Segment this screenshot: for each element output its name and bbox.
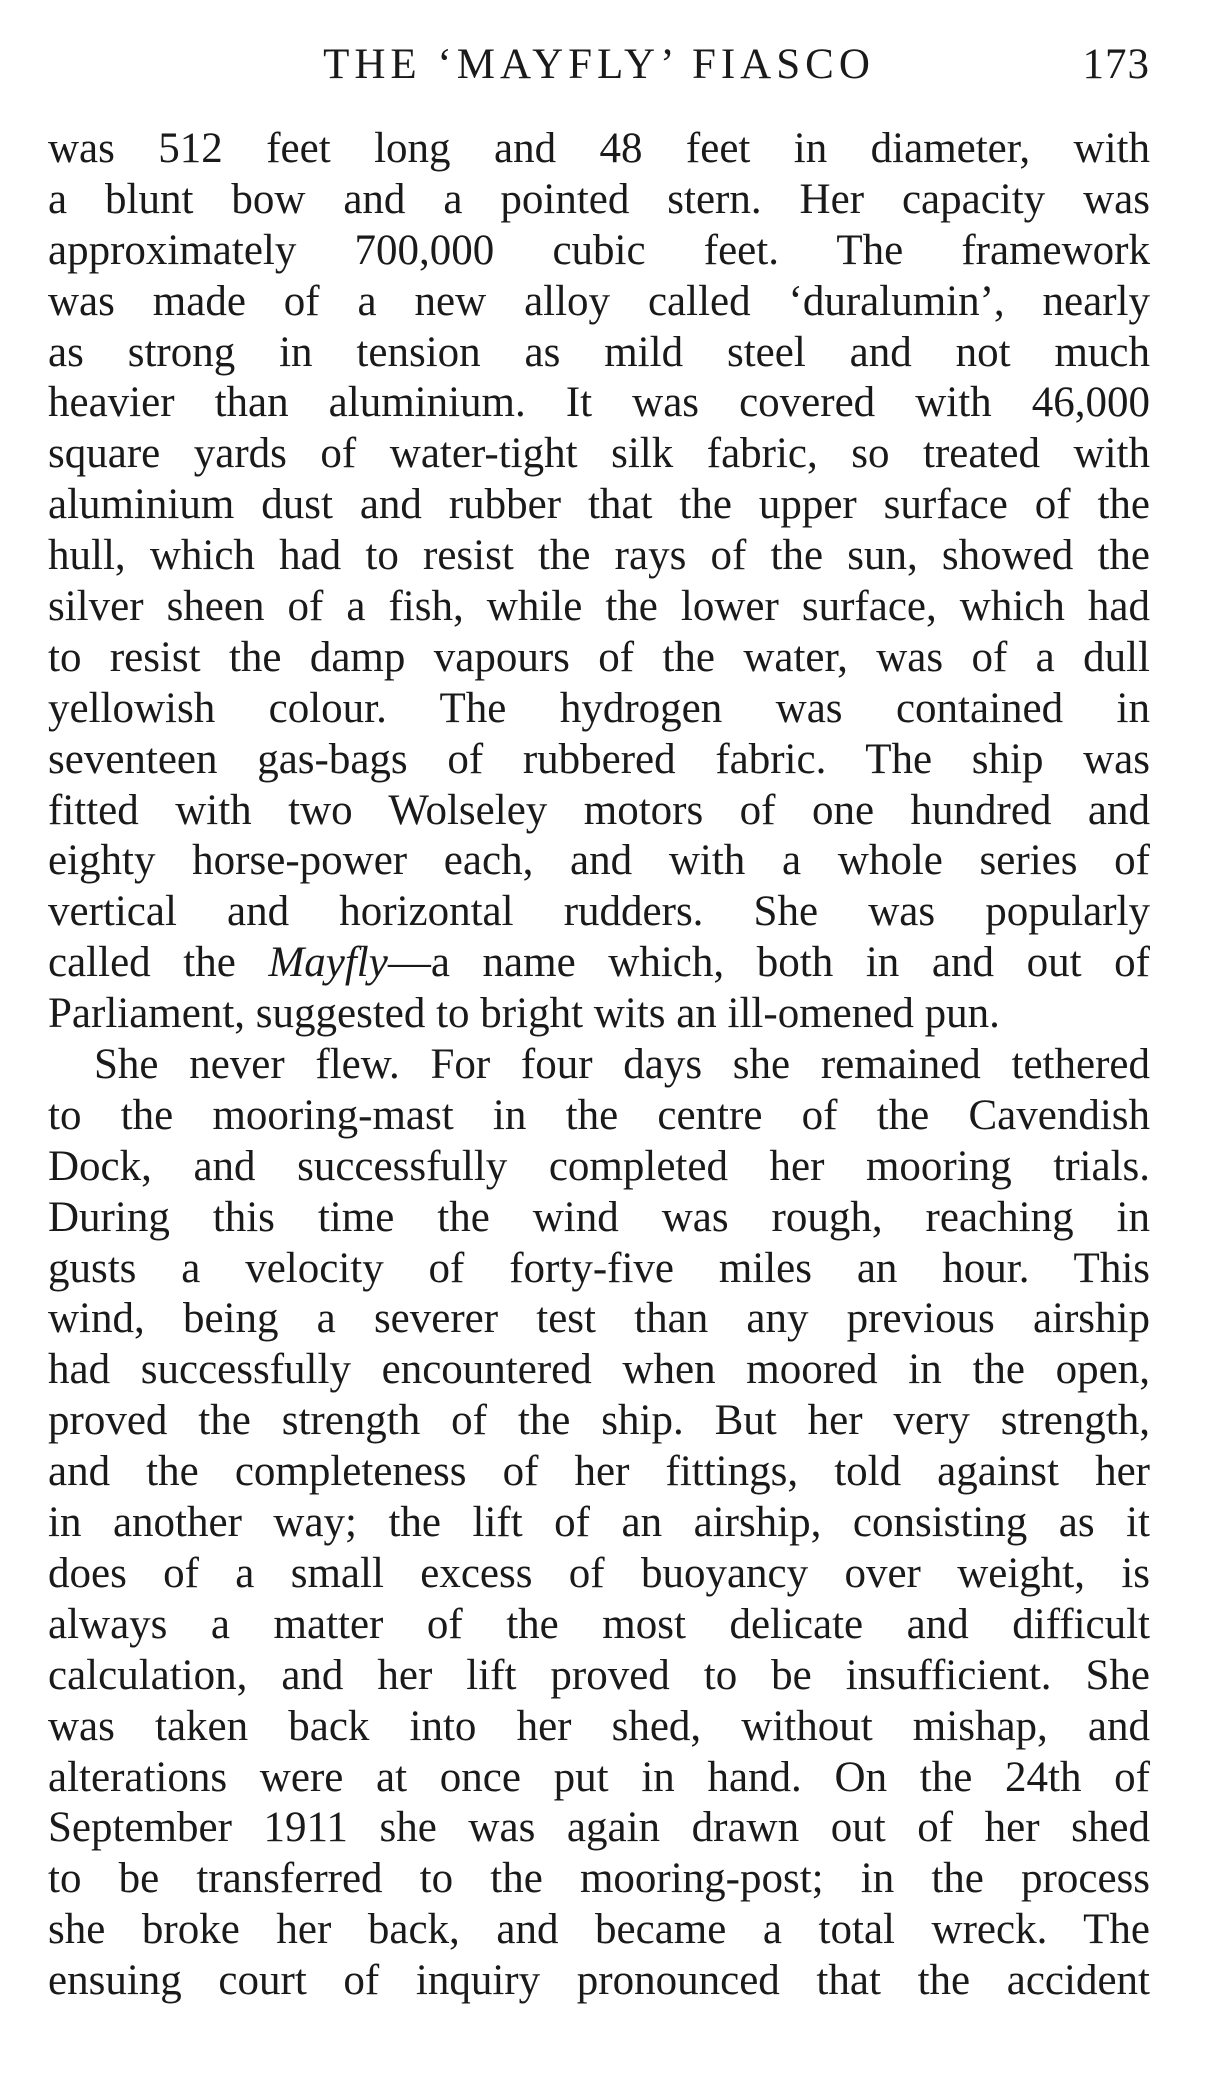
text-line xyxy=(48,1498,1150,1549)
text-segment: seventeen gas-bags of rubbered fabric. The ship was xyxy=(48,735,1150,783)
text-line xyxy=(48,633,1150,684)
text-segment: hull, which had to resist the rays of the sun, showed the xyxy=(48,532,1150,580)
text-line xyxy=(48,480,1150,531)
text-line xyxy=(48,1651,1150,1702)
text-line xyxy=(48,1956,1150,2007)
text-segment: She never flew. For four days she remained tethered xyxy=(94,1041,1150,1089)
page-number: 173 xyxy=(1082,41,1150,88)
text-segment: a blunt bow and a pointed stern. Her capacity was xyxy=(48,175,1150,223)
paragraph xyxy=(48,1040,1150,2007)
text-line xyxy=(48,277,1150,328)
text-line xyxy=(48,1549,1150,1600)
body-text xyxy=(48,124,1150,2007)
text-line xyxy=(48,226,1150,277)
text-line xyxy=(48,1753,1150,1804)
text-segment: vertical and horizontal rudders. She was popularly xyxy=(48,888,1150,936)
text-line xyxy=(48,938,1150,989)
text-segment: to resist the damp vapours of the water, was of a dull xyxy=(48,633,1150,681)
text-segment: called the xyxy=(48,939,269,987)
text-segment: September 1911 she was again drawn out of her shed xyxy=(48,1804,1150,1852)
text-segment: —a name which, both in and out of xyxy=(387,939,1150,987)
text-segment: was taken back into her shed, without mishap, and xyxy=(48,1702,1150,1750)
text-segment: silver sheen of a fish, while the lower surface, which had xyxy=(48,583,1150,631)
text-segment: had successfully encountered when moored in the open, xyxy=(48,1346,1150,1394)
text-line xyxy=(48,328,1150,379)
text-line xyxy=(48,1447,1150,1498)
text-line xyxy=(48,1803,1150,1854)
text-segment: alterations were at once put in hand. On the 24th of xyxy=(48,1753,1150,1801)
text-segment: ensuing court of inquiry pronounced that the accident xyxy=(48,1957,1150,2005)
text-segment: gusts a velocity of forty-five miles an hour. This xyxy=(48,1244,1150,1292)
text-line xyxy=(48,684,1150,735)
text-line xyxy=(48,1702,1150,1753)
text-segment: fitted with two Wolseley motors of one hundred and xyxy=(48,786,1150,834)
text-segment: was made of a new alloy called ‘duralumin’, nearly xyxy=(48,277,1150,325)
text-line xyxy=(48,1600,1150,1651)
text-line xyxy=(48,531,1150,582)
text-line xyxy=(48,989,1150,1040)
text-line xyxy=(48,735,1150,786)
text-line xyxy=(48,1193,1150,1244)
text-line xyxy=(48,175,1150,226)
text-line xyxy=(48,1244,1150,1295)
text-segment: approximately 700,000 cubic feet. The framework xyxy=(48,226,1150,274)
text-segment: in another way; the lift of an airship, consisting as it xyxy=(48,1499,1150,1547)
text-line xyxy=(48,429,1150,480)
text-segment: to the mooring-mast in the centre of the Cavendish xyxy=(48,1091,1150,1139)
text-segment: calculation, and her lift proved to be insufficient. She xyxy=(48,1651,1150,1699)
text-segment: always a matter of the most delicate and difficult xyxy=(48,1600,1150,1648)
text-segment: Dock, and successfully completed her mooring trials. xyxy=(48,1142,1150,1190)
text-line xyxy=(48,378,1150,429)
running-head xyxy=(48,30,1150,100)
text-segment: square yards of water-tight silk fabric, so treated with xyxy=(48,430,1150,478)
text-line xyxy=(48,1396,1150,1447)
text-line xyxy=(48,124,1150,175)
text-line xyxy=(48,1345,1150,1396)
text-line xyxy=(48,1040,1150,1091)
italic-ship-name: Mayfly xyxy=(268,939,388,987)
text-line xyxy=(48,1142,1150,1193)
text-segment: to be transferred to the mooring-post; in the process xyxy=(48,1855,1150,1903)
text-segment: was 512 feet long and 48 feet in diameter, with xyxy=(48,125,1150,172)
running-title: THE ‘MAYFLY’ FIASCO xyxy=(323,41,875,88)
text-line xyxy=(48,836,1150,887)
text-line xyxy=(48,887,1150,938)
text-segment: Parliament, suggested to bright wits an ill-omened pun. xyxy=(48,990,1000,1038)
text-segment: yellowish colour. The hydrogen was contained in xyxy=(48,684,1150,732)
text-line xyxy=(48,1091,1150,1142)
text-segment: eighty horse-power each, and with a whole series of xyxy=(48,837,1150,885)
text-line xyxy=(48,1294,1150,1345)
paragraph xyxy=(48,124,1150,1040)
text-segment: During this time the wind was rough, reaching in xyxy=(48,1193,1150,1241)
text-segment: aluminium dust and rubber that the upper surface of the xyxy=(48,481,1150,529)
text-segment: as strong in tension as mild steel and not much xyxy=(48,328,1150,376)
text-line xyxy=(48,582,1150,633)
text-segment: she broke her back, and became a total wreck. The xyxy=(48,1906,1150,1954)
text-line xyxy=(48,1905,1150,1956)
text-line xyxy=(48,1854,1150,1905)
text-segment: wind, being a severer test than any previous airship xyxy=(48,1295,1150,1343)
text-segment: heavier than aluminium. It was covered with 46,000 xyxy=(48,379,1150,427)
text-segment: does of a small excess of buoyancy over weight, is xyxy=(48,1549,1150,1597)
text-segment: and the completeness of her fittings, told against her xyxy=(48,1448,1150,1496)
text-segment: proved the strength of the ship. But her very strength, xyxy=(48,1397,1150,1445)
text-line xyxy=(48,786,1150,837)
